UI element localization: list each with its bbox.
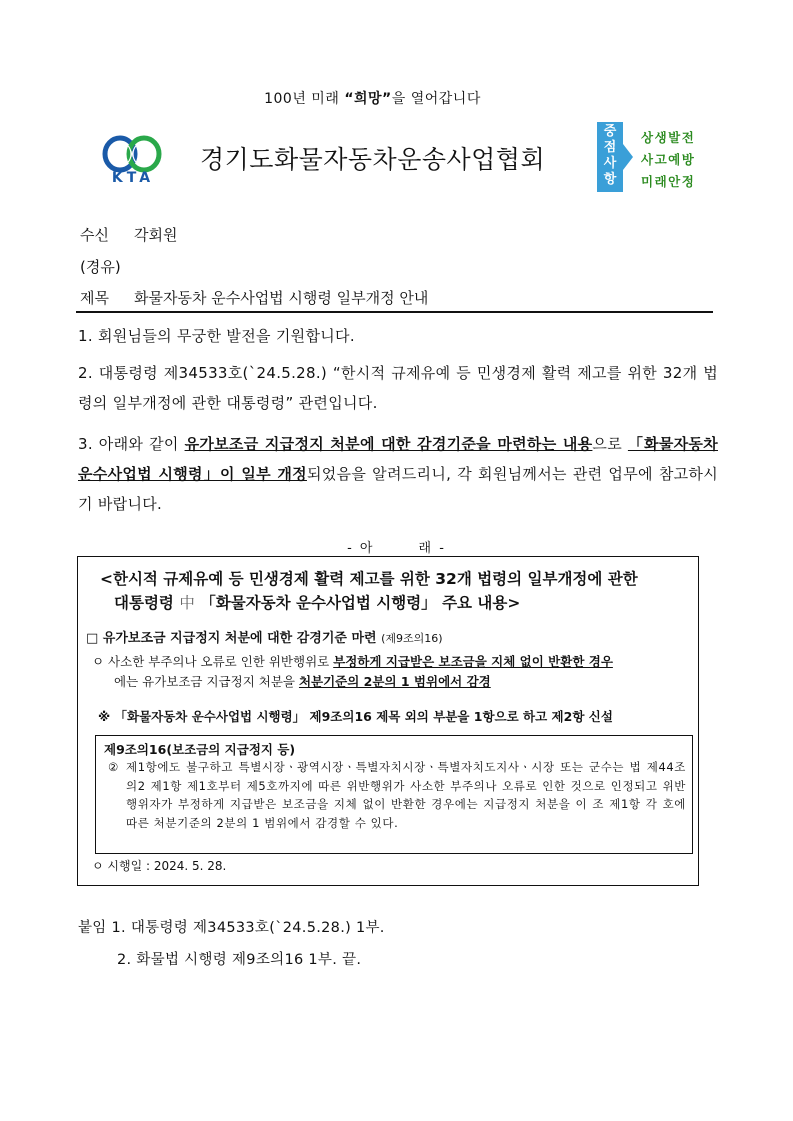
header-divider xyxy=(76,311,713,313)
section-ref: (제9조의16) xyxy=(381,632,443,645)
key-points-char: 점 xyxy=(603,140,617,155)
summary-title-line xyxy=(100,591,700,615)
bullet-emphasis: 부정하게 지급받은 보조금을 지체 없이 반환한 경우 xyxy=(333,654,613,669)
recipient-field xyxy=(80,224,177,245)
key-points-char: 사 xyxy=(603,156,617,171)
bullet-emphasis: 처분기준의 2분의 1 범위에서 감경 xyxy=(298,674,491,689)
key-points-label xyxy=(597,124,623,188)
motto: 미래안정 xyxy=(641,174,696,189)
key-points-char: 항 xyxy=(603,172,617,187)
paragraph-3-emphasis: 「화물자동차 운수사업법 시행령」이 일부 개정 xyxy=(78,435,718,483)
summary-title-line: <한시적 규제유예 등 민생경제 활력 제고를 위한 32개 법령의 일부개정에 관한 xyxy=(100,570,638,588)
below-heading-part: - 아 xyxy=(347,541,375,556)
summary-box xyxy=(77,556,699,886)
slogan-text-end: 을 열어갑니다 xyxy=(391,91,481,107)
summary-title-part: 「화물자동차 운수사업법 시행령」 주요 내용> xyxy=(200,594,521,612)
slogan-text: 100년 미래 xyxy=(264,91,345,107)
article-box xyxy=(95,735,693,854)
summary-title-mid: 中 xyxy=(179,594,195,612)
motto: 상생발전 xyxy=(641,130,696,145)
paragraph-3-text: 되었음을 알려드리니, 각 회원님께서는 관련 업무에 참고하시기 바랍니다. xyxy=(78,465,718,513)
paragraph-1: 1. 회원님들의 무궁한 발전을 기원합니다. xyxy=(78,327,355,345)
below-heading xyxy=(0,537,793,556)
recipient-value: 각회원 xyxy=(134,226,178,244)
amendment-note: ※ 「화물자동차 운수사업법 시행령」 제9조의16 제목 외의 부분을 1항으로 하고 제2항 신설 xyxy=(98,709,613,724)
via-field xyxy=(80,256,121,277)
attachment-2: 2. 화물법 시행령 제9조의16 1부. 끝. xyxy=(117,952,362,968)
slogan xyxy=(0,88,745,108)
mottos xyxy=(641,127,695,193)
bullet-item xyxy=(92,652,692,692)
slogan-emphasis: “희망” xyxy=(344,91,392,107)
subject-label: 제목 xyxy=(80,289,109,307)
organization-name: 경기도화물자동차운송사업협회 xyxy=(200,145,546,174)
below-heading-part: 래 - xyxy=(418,541,446,556)
paragraph-2: 2. 대통령령 제34533호(`24.5.28.) “한시적 규제유예 등 민생경제 활력 제고를 위한 32개 법령의 일부개정에 관한 대통령령” 관련입니다. xyxy=(78,364,718,412)
key-points-char: 중 xyxy=(603,124,617,139)
attachment-1: 붙임 1. 대통령령 제34533호(`24.5.28.) 1부. xyxy=(78,920,385,936)
via-label: (경유) xyxy=(80,258,121,276)
bullet-text: 에는 유가보조금 지급정지 처분을 xyxy=(114,674,299,689)
paragraph-3-text: 으로 xyxy=(592,435,628,453)
article-title: 제9조의16(보조금의 지급정지 등) xyxy=(104,742,296,757)
subject-field xyxy=(80,287,428,308)
paragraph-3-emphasis: 유가보조금 지급정지 처분에 대한 감경기준을 마련하는 내용 xyxy=(184,435,593,453)
summary-box-title xyxy=(100,567,700,615)
bullet-text: ㅇ 사소한 부주의나 오류로 인한 위반행위로 xyxy=(92,654,334,669)
article-body: 제1항에도 불구하고 특별시장ㆍ광역시장ㆍ특별자치시장ㆍ특별자치도지사ㆍ시장 또는 군수는 법 제44조의2 제1항 제1호부터 제5호까지에 따른 위반행위가 사소한 부주의나 오류로 인한 것으로 인정되고 위반행위자가 부정하게 지급받은 보조금을 지체 없이 반환한 경우에는 지급정지 처분을 이 조 제1항 각 호에 따른 처분기준의 2분의 1 범위에서 감경할 수 있다. xyxy=(126,760,686,830)
motto: 사고예방 xyxy=(641,152,696,167)
paragraph-3-text: 3. 아래와 같이 xyxy=(78,435,185,453)
paragraph-3 xyxy=(78,429,718,519)
recipient-label: 수신 xyxy=(80,226,109,244)
logo-text: KTA xyxy=(111,170,155,186)
article-paragraph-number: ② xyxy=(108,760,119,774)
section-heading-text: □ 유가보조금 지급정지 처분에 대한 감경기준 마련 xyxy=(86,631,377,646)
summary-title-part: 대통령령 xyxy=(114,594,174,612)
effective-date: ㅇ 시행일 : 2024. 5. 28. xyxy=(92,859,227,873)
subject-value: 화물자동차 운수사업법 시행령 일부개정 안내 xyxy=(134,289,429,307)
section-heading xyxy=(86,627,443,646)
